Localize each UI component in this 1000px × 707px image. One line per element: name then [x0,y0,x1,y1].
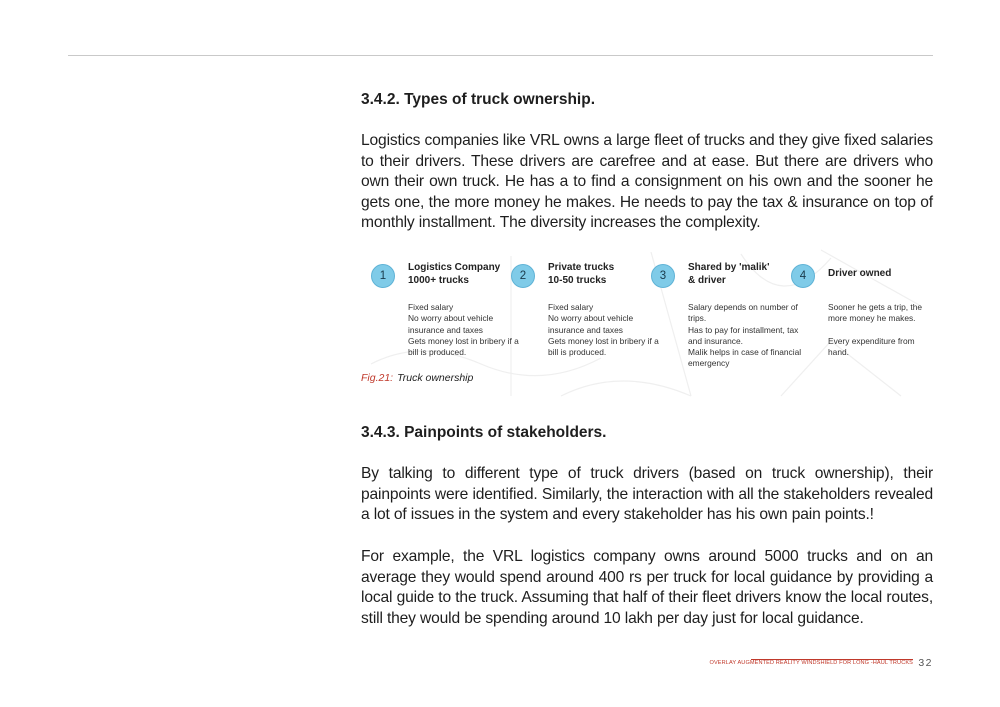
figure-caption-text: Truck ownership [397,372,474,384]
card-title: Shared by 'malik' & driver [688,262,770,286]
number-badge: 3 [651,264,675,288]
page-number: 32 [918,657,933,669]
card-title: Driver owned [828,268,892,279]
number-badge: 2 [511,264,535,288]
card-description: Sooner he gets a trip, the more money he makes. Every expenditure from hand. [828,302,923,357]
card-title: Logistics Company 1000+ trucks [408,262,501,286]
truck-ownership-figure [361,246,933,400]
painpoints-paragraph: By talking to different type of truck drivers (based on truck ownership), their painpoints were identified. Similarly, the interaction with all the stakeholders revealed a lot of issues in the system and every stakeholder has his own pain points.! [361,465,933,524]
section-heading-painpoints: 3.4.3. Painpoints of stakeholders. [361,424,607,441]
vrl-example-paragraph: For example, the VRL logistics company owns around 5000 trucks and on an average they would spend around 400 rs per truck for local guidance by providing a local guide to the truck. Assuming that half of their fleet drivers know the local routes, still they would be spending around 10 lakh per day just for local guidance. [361,548,933,627]
number-badge: 4 [791,264,815,288]
figure-number: Fig.21: [361,372,394,384]
number-badge: 1 [371,264,395,288]
top-divider [68,55,933,56]
card-description: Salary depends on number of trips. Has to pay for installment, tax and insurance. Malik helps in case of financial emergency [688,302,802,369]
footer-document-title: OVERLAY AUGMENTED REALITY WINDSHIELD FOR LONG -HAUL TRUCKS [709,660,913,666]
section-heading-truck-ownership: 3.4.2. Types of truck ownership. [361,91,595,108]
card-description: Fixed salary No worry about vehicle insurance and taxes Gets money lost in bribery if a bill is produced. [548,302,659,358]
truck-ownership-paragraph: Logistics companies like VRL owns a large fleet of trucks and they give fixed salaries to their drivers. These drivers are carefree and at ease. But there are drivers who own their own truck. He has a to find a consignment on his own and the sooner he gets one, the more money he makes. He needs to pay the tax & insurance on top of monthly installment. The diversity increases the complexity. [361,132,933,232]
figure-caption [361,372,473,384]
card-title: Private trucks 10-50 trucks [548,262,615,286]
card-description: Fixed salary No worry about vehicle insurance and taxes Gets money lost in bribery if a bill is produced. [408,302,519,358]
